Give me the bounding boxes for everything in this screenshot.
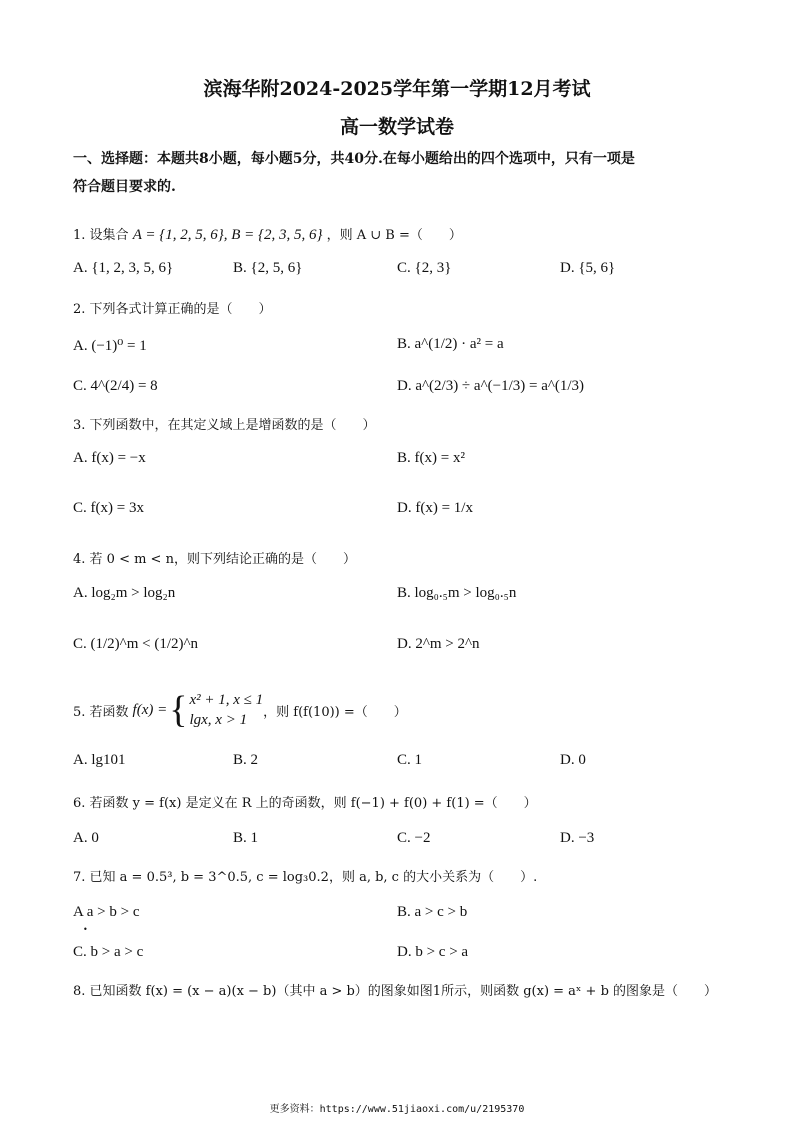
q5-brace-icon: { [169, 689, 188, 731]
q6-option-c: C. −2 [397, 830, 431, 846]
q1-stem: 1. 设集合 [73, 228, 129, 243]
q7-option-a: A a > b > c [73, 904, 140, 920]
question-7: 7. 已知 a = 0.5³, b = 3^0.5, c = log₃0.2，则 a, b, c 的大小关系为（ ）. [73, 870, 538, 885]
question-6: 6. 若函数 y = f(x) 是定义在 R 上的奇函数，则 f(−1) + f(0) + f(1) =（ ） [73, 796, 537, 811]
stray-dot: • [83, 925, 88, 934]
question-5 [73, 690, 407, 730]
q6-option-d: D. −3 [560, 830, 595, 846]
q3-option-d: D. f(x) = 1/x [397, 500, 473, 516]
q5-option-d: D. 0 [560, 752, 586, 768]
q5-case-2: lgx, x > 1 [189, 712, 248, 728]
q4-option-d: D. 2^m > 2^n [397, 636, 480, 652]
question-1 [73, 224, 462, 244]
q4-option-a: A. log₂m > log₂n [73, 585, 176, 601]
q1-option-a: A. {1, 2, 3, 5, 6} [73, 260, 174, 276]
q3-option-c: C. f(x) = 3x [73, 500, 144, 516]
section-heading-line1: 一、选择题：本题共8小题，每小题5分，共40分.在每小题给出的四个选项中，只有一项是 [73, 151, 635, 167]
q5-option-b: B. 2 [233, 752, 259, 768]
exam-title: 滨海华附2024-2025学年第一学期12月考试 [203, 78, 591, 100]
q2-option-a: A. (−1)⁰ = 1 [73, 338, 147, 354]
q2-option-c: C. 4^(2/4) = 8 [73, 378, 158, 394]
q7-option-c: C. b > a > c [73, 944, 144, 960]
question-4: 4. 若 0 < m < n，则下列结论正确的是（ ） [73, 552, 356, 567]
q5-fx: f(x) = [132, 701, 168, 718]
q3-option-a: A. f(x) = −x [73, 450, 146, 466]
q5-option-c: C. 1 [397, 752, 423, 768]
q1-math: A = {1, 2, 5, 6}, B = {2, 3, 5, 6} [132, 227, 323, 243]
section-heading [73, 145, 733, 201]
q6-option-a: A. 0 [73, 830, 99, 846]
q1-option-b: B. {2, 5, 6} [233, 260, 303, 276]
exam-subtitle: 高一数学试卷 [339, 116, 454, 138]
question-3: 3. 下列函数中，在其定义域上是增函数的是（ ） [73, 418, 376, 433]
question-8: 8. 已知函数 f(x) = (x − a)(x − b)（其中 a > b）的图象如图1所示，则函数 g(x) = aˣ + b 的图象是（ ） [73, 984, 718, 999]
q5-cases [189, 690, 263, 730]
q4-option-c: C. (1/2)^m < (1/2)^n [73, 636, 199, 652]
q1-option-d: D. {5, 6} [560, 260, 616, 276]
q2-option-d: D. a^(2/3) ÷ a^(−1/3) = a^(1/3) [397, 378, 585, 394]
q4-option-b: B. log₀.₅m > log₀.₅n [397, 585, 517, 601]
q7-option-d: D. b > c > a [397, 944, 469, 960]
footer-link[interactable]: 更多资料：https://www.51jiaoxi.com/u/2195370 [269, 1104, 525, 1115]
question-2: 2. 下列各式计算正确的是（ ） [73, 302, 272, 317]
section-heading-line2: 符合题目要求的. [73, 179, 176, 195]
q7-option-b: B. a > c > b [397, 904, 468, 920]
q1-option-c: C. {2, 3} [397, 260, 452, 276]
q5-tail: ，则 f(f(10)) =（ ） [263, 704, 407, 720]
q5-case-1: x² + 1, x ≤ 1 [189, 692, 264, 708]
q1-tail: ，则 A ∪ B =（ ） [326, 228, 462, 243]
q6-option-b: B. 1 [233, 830, 259, 846]
q5-option-a: A. lg101 [73, 752, 126, 768]
q5-stem: 5. 若函数 [73, 704, 129, 720]
q3-option-b: B. f(x) = x² [397, 450, 465, 466]
q2-option-b: B. a^(1/2) · a² = a [397, 336, 504, 352]
